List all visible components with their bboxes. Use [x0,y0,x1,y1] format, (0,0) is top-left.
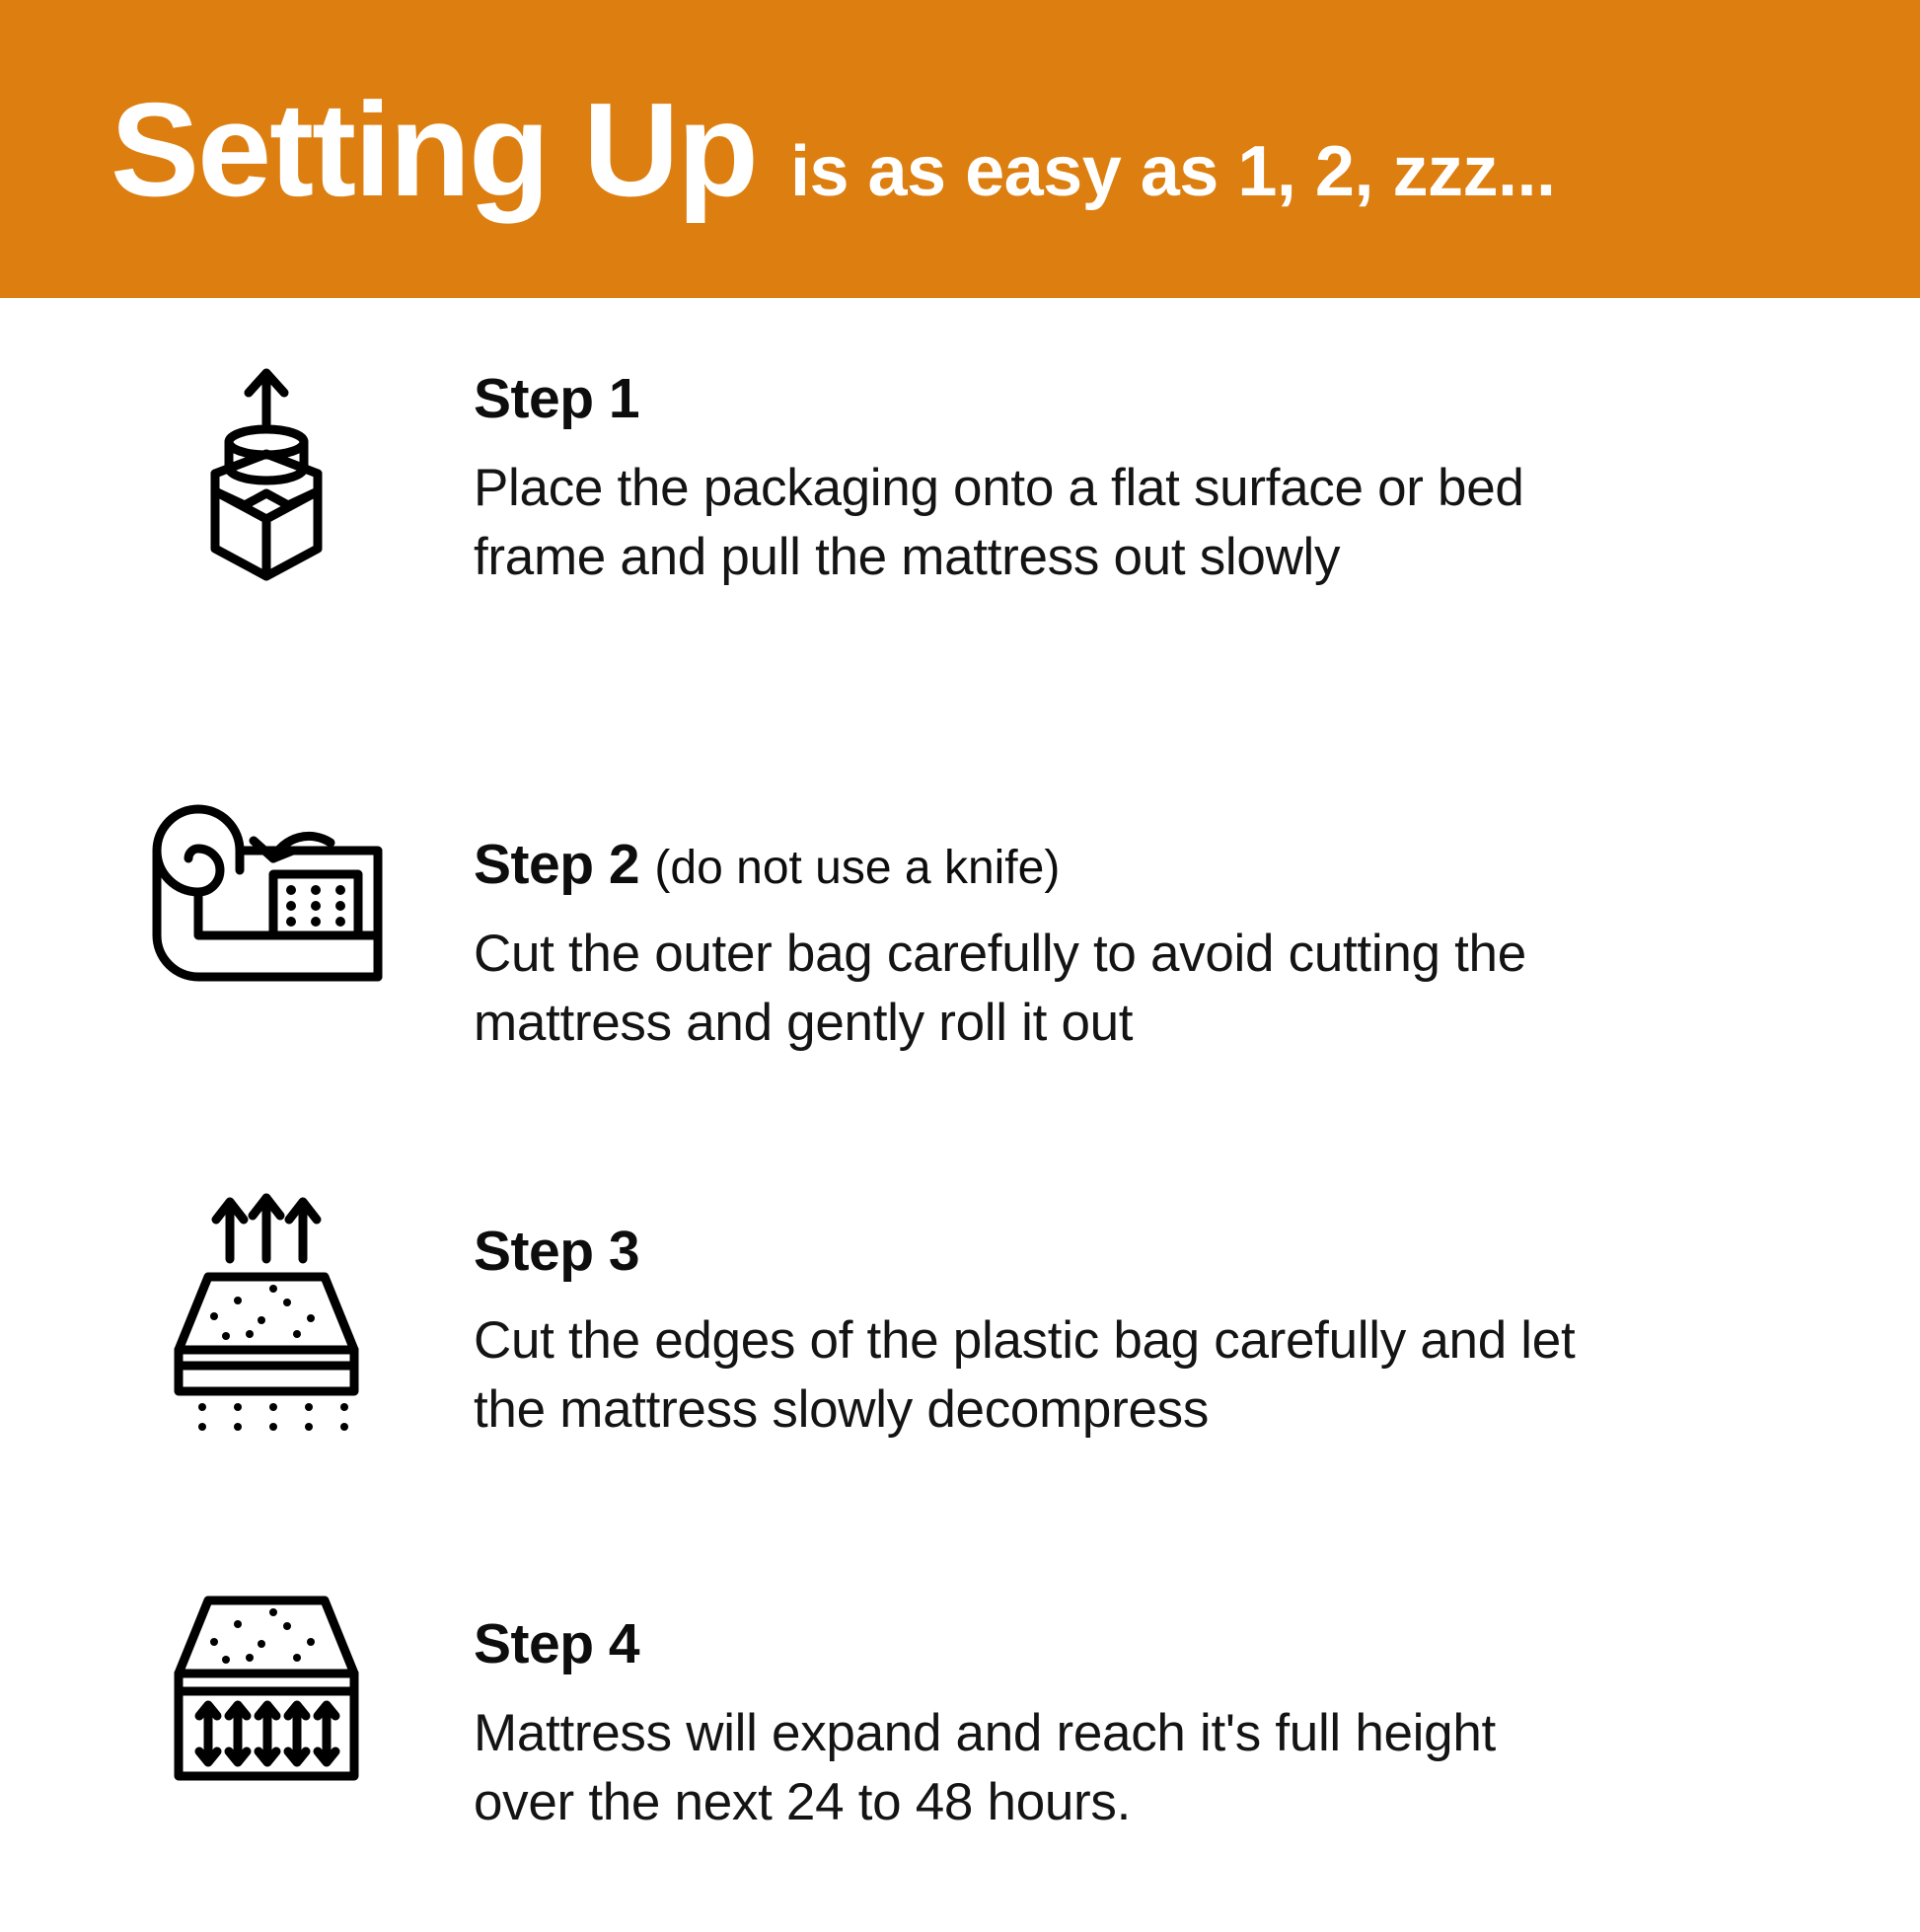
step-4-heading [474,1612,1588,1677]
step-1-icon-cell [59,353,474,610]
page-subtitle: is as easy as 1, 2, zzz... [789,131,1556,211]
step-3-icon-cell [59,1162,474,1437]
mattress-expanding-arrows-up-icon [143,1190,390,1437]
step-4-text-cell [474,1557,1588,1836]
step-1-heading-label: Step 1 [474,367,640,430]
step-3-heading [474,1220,1588,1285]
step-3-heading-label: Step 3 [474,1220,640,1283]
step-4-heading-label: Step 4 [474,1612,640,1675]
step-3-body: Cut the edges of the plastic bag carefully and let the mattress slowly decompress [474,1310,1576,1439]
step-4-body: Mattress will expand and reach it's full height over the next 24 to 48 hours. [474,1703,1496,1831]
header-banner-inner [111,74,1556,224]
step-2-text-cell [474,768,1588,1057]
mattress-full-height-arrows-icon [143,1581,390,1798]
rolled-mattress-unroll-icon [143,801,390,1018]
step-1-heading [474,367,1588,432]
step-2-heading-label: Step 2 [474,833,640,896]
step-2-heading-note: (do not use a knife) [654,842,1061,894]
step-item [59,1557,1861,1932]
step-2-body: Cut the outer bag carefully to avoid cutting the mattress and gently roll it out [474,924,1526,1052]
step-item [59,768,1861,1162]
steps-list [0,298,1920,1932]
step-item [59,353,1861,768]
step-4-icon-cell [59,1557,474,1798]
step-item [59,1162,1861,1557]
step-1-body: Place the packaging onto a flat surface or bed frame and pull the mattress out slowly [474,458,1524,586]
step-1-text-cell [474,353,1588,591]
step-2-heading [474,833,1588,898]
step-3-text-cell [474,1162,1588,1444]
box-unpack-arrow-up-icon [168,363,365,610]
header-banner [0,0,1920,298]
step-2-icon-cell [59,768,474,1018]
page-title: Setting Up [111,74,757,224]
